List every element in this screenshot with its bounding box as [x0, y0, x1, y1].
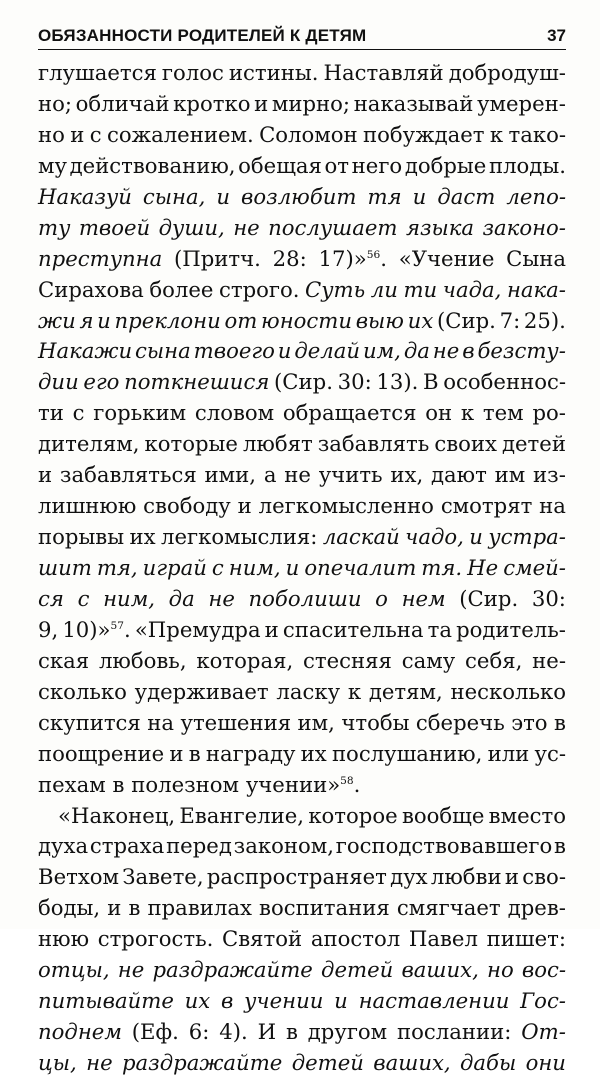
text-line: но и с сожалением. Соломон побуждает к тако-	[38, 121, 566, 147]
text-line: но; обличай кротко и мирно; наказывай умерен-	[38, 90, 566, 116]
text-line: духа страха перед законом, господствовавшего в	[38, 833, 566, 859]
text-line: Ветхом Завете, распространяет дух любви и сво-	[38, 864, 566, 890]
text-line: питывайте их в учении и наставлении Гос-	[38, 988, 566, 1014]
text-line: 9, 10)»$^{57}$. «Премудра и спасительна та родитель-	[38, 616, 566, 642]
text-line: нюю строгость. Святой апостол Павел пишет:	[38, 926, 566, 952]
text-line: пехам в полезном учении»$^{58}$.	[38, 771, 361, 797]
header-rule	[38, 49, 566, 50]
text-line: скупится на утешения им, чтобы сберечь это в	[38, 709, 566, 735]
text-line: дителям, которые любят забавлять своих детей	[38, 431, 566, 457]
text-line: боды, и в правилах воспитания смягчает древ-	[38, 895, 566, 921]
text-line: глушается голос истины. Наставляй добродуш-	[38, 60, 566, 85]
text-line: жи я и преклони от юности выю их (Сир. 7: 25).	[38, 307, 566, 333]
running-title: ОБЯЗАННОСТИ РОДИТЕЛЕЙ К ДЕТЯМ	[38, 26, 367, 45]
text-line: шит тя, играй с ним, и опечалит тя. Не смей-	[38, 555, 566, 580]
text-line: ту твоей души, не послушает языка законо-	[38, 214, 566, 240]
text-line: Наказуй сына, и возлюбит тя и даст лепо-	[38, 183, 566, 209]
text-line: Сирахова более строго. Суть ли ти чада, нака-	[38, 276, 566, 302]
text-body	[38, 58, 566, 1079]
page-number: 37	[547, 26, 566, 45]
running-header	[38, 22, 566, 48]
text-line: цы, не раздражайте детей ваших, дабы они	[38, 1050, 566, 1075]
text-line: «Наконец, Евангелие, которое вообще вместо	[58, 802, 566, 828]
text-line: порывы их легкомыслия: ласкай чадо, и устра-	[38, 524, 566, 550]
text-line: лишнюю свободу и легкомысленно смотрят на	[38, 493, 566, 519]
text-line: преступна (Притч. 28: 17)»$^{56}$. «Учение Сына	[38, 245, 566, 271]
text-line: сколько удерживает ласку к детям, несколько	[38, 678, 566, 704]
text-line: поднем (Еф. 6: 4). И в другом послании: От-	[38, 1019, 566, 1045]
text-line: отцы, не раздражайте детей ваших, но вос-	[38, 957, 566, 983]
text-line: Накажи сына твоего и делай им, да не в безсту-	[38, 338, 566, 364]
text-line: поощрение и в награду их послушанию, или ус-	[38, 740, 566, 766]
text-line: ся с ним, да не поболиши о нем (Сир. 30:	[38, 585, 566, 611]
text-line: ская любовь, которая, стесняя саму себя, не-	[38, 647, 566, 673]
text-line: дии его поткнешися (Сир. 30: 13). В особеннос-	[38, 369, 566, 395]
text-line: ти с горьким словом обращается он к тем ро-	[38, 400, 566, 426]
text-line: му действованию, обещая от него добрые плоды.	[38, 152, 566, 178]
text-line: и забавляться ими, а не учить их, дают им из-	[38, 462, 566, 488]
